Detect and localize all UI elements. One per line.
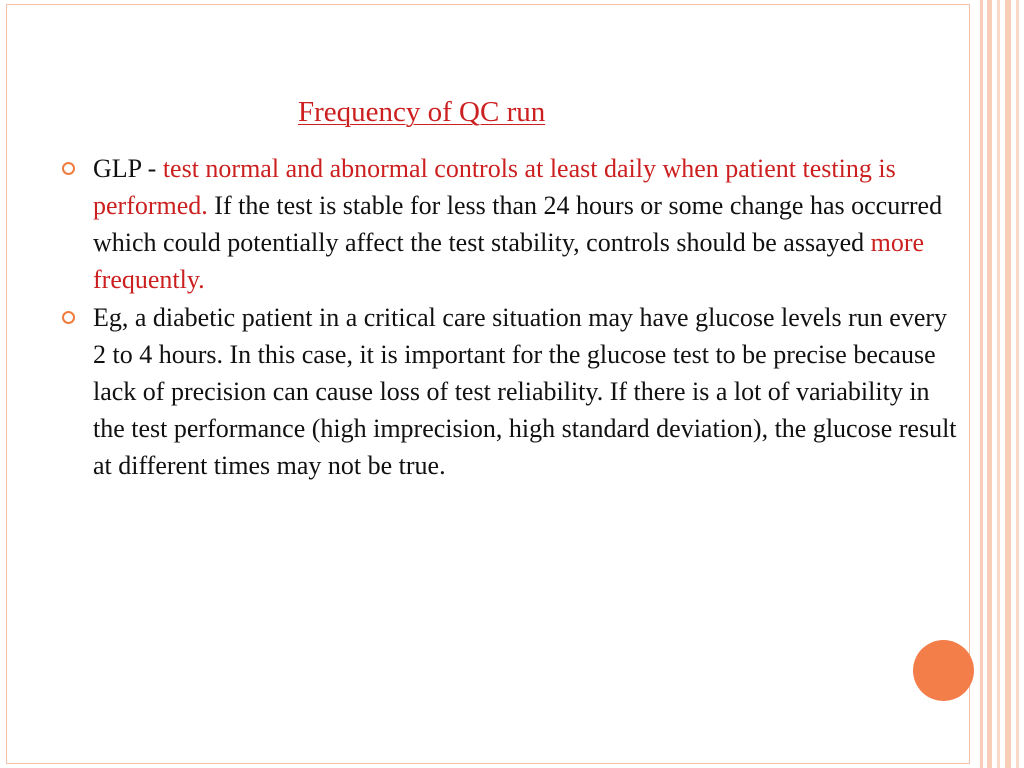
text-segment: If the test is stable for less than 24 hours or some change has occurred which could potentially affect the test stability, controls should be assayed [93, 191, 943, 257]
decorative-circle [913, 640, 974, 701]
hollow-circle-icon [62, 162, 75, 175]
stripe [987, 0, 992, 768]
stripe [997, 0, 1000, 768]
slide-body [62, 150, 962, 485]
bullet-item-example [62, 299, 962, 484]
bullet-text [93, 154, 942, 294]
stripe [1005, 0, 1011, 768]
bullet-text: Eg, a diabetic patient in a critical care situation may have glucose levels run every 2 to 4 hours. In this case, it is important for the glucose test to be precise because lack of precision can cause loss of test reliability. If there is a lot of variability in the test performance (high imprecision, high standard deviation), the glucose result at different times may not be true. [93, 303, 957, 480]
decorative-stripes [972, 0, 1024, 768]
text-segment: GLP - [93, 154, 163, 183]
hollow-circle-icon [62, 311, 75, 324]
bullet-item-glp [62, 150, 962, 298]
text-segment-highlight: test normal and abnormal controls at least daily when patient testing is performed. [93, 154, 896, 220]
slide-title: Frequency of QC run [298, 96, 546, 128]
stripe [1016, 0, 1019, 768]
stripe [980, 0, 983, 768]
text-segment-highlight: more frequently. [93, 228, 925, 294]
